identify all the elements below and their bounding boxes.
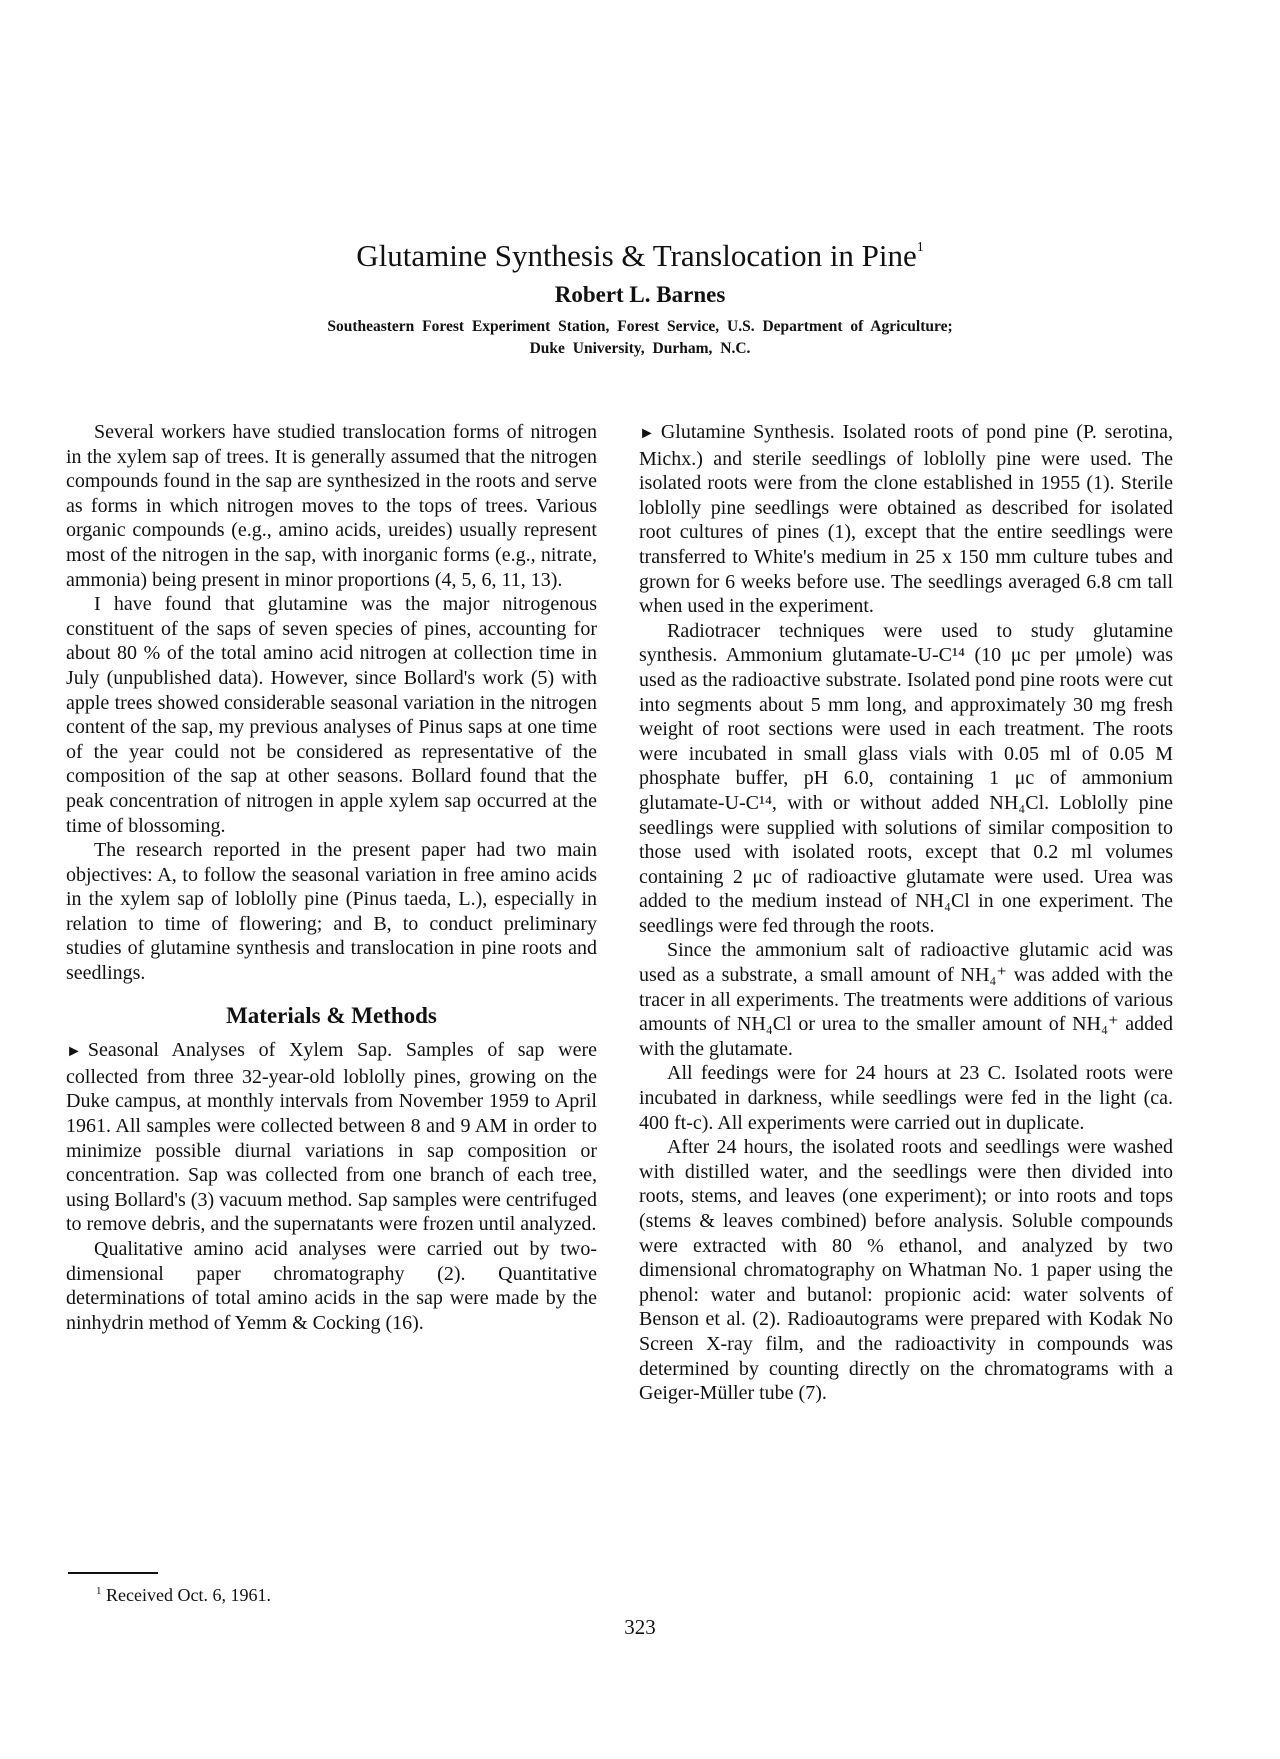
section-heading: Materials & Methods xyxy=(226,1002,437,1028)
paper-title xyxy=(0,238,1280,274)
title-footnote-mark: 1 xyxy=(916,239,924,255)
paragraph: The research reported in the present paper had two main objectives: A, to follow the seasonal variation in free amino acids in the xylem sap of loblolly pine (Pinus taeda, L.), especially in relation to time of flowering; and B, to conduct preliminary studies of glutamine synthesis and translocation in pine roots and seedlings. xyxy=(66,839,597,985)
right-pointing-triangle-icon: ► xyxy=(66,1043,82,1061)
paragraph: Since the ammonium salt of radioactive glutamic acid was used as a substrate, a small amount of NH₄⁺ was added with the tracer in all experiments. The treatments were additions of various amounts of NH₄Cl or urea to the smaller amount of NH₄⁺ added with the glutamate. xyxy=(639,939,1173,1060)
paragraph: After 24 hours, the isolated roots and seedlings were washed with distilled water, and the seedlings were then divided into roots, stems, and leaves (one experiment); or into roots and tops (stems & leaves combined) before analysis. Soluble compounds were extracted with 80 % ethanol, and analyzed by two dimensional chromatography on Whatman No. 1 paper using the phenol: water and butanol: propionic acid: water solvents of Benson et al. (2). Radioautograms were prepared with Kodak No Screen X-ray film, and the radioactivity in compounds was determined by counting directly on the chromatograms with a Geiger-Müller tube (7). xyxy=(639,1136,1173,1405)
right-pointing-triangle-icon: ► xyxy=(639,425,655,442)
paragraph-text: Seasonal Analyses of Xylem Sap. Samples of sap were collected from three 32-year-old loblolly pines, growing on the Duke campus, at monthly intervals from November 1959 to April 1961. All samples were collected between 8 and 9 AM in order to minimize possible diurnal variations in sap composition or concentration. Sap was collected from one branch of each tree, using Bollard's (3) vacuum method. Sap samples were centrifuged to remove debris, and the supernatants were frozen until analyzed. xyxy=(66,1039,597,1236)
footnote-mark: 1 xyxy=(96,1585,102,1597)
affiliation-line-2: Duke University, Durham, N.C. xyxy=(529,340,751,357)
left-column xyxy=(66,420,597,1335)
paragraph: Radiotracer techniques were used to study glutamine synthesis. Ammonium glutamate-U-C¹⁴ (10 μc per μmole) was used as the radioactive substrate. Isolated pond pine roots were cut into segments about 5 mm long, and approximately 30 mg fresh weight of root sections were used in each treatment. The roots were incubated in small glass vials with 0.05 ml of 0.05 M phosphate buffer, pH 6.0, containing 1 μc of ammonium glutamate-U-C¹⁴, with or without added NH₄Cl. Loblolly pine seedlings were supplied with solutions of similar composition to those used with isolated roots, except that 0.2 ml volumes containing 2 μc of radioactive glutamate were used. Urea was added to the medium instead of NH₄Cl in one experiment. The seedlings were fed through the roots. xyxy=(639,619,1173,937)
paragraph: I have found that glutamine was the major nitrogenous constituent of the saps of seven species of pines, accounting for about 80 % of the total amino acid nitrogen at collection time in July (unpublished data). However, since Bollard's work (5) with apple trees showed considerable seasonal variation in the nitrogen content of the sap, my previous analyses of Pinus saps at one time of the year could not be considered as representative of the composition of the sap at other seasons. Bollard found that the peak concentration of nitrogen in apple xylem sap occurred at the time of blossoming. xyxy=(66,593,597,837)
paragraph-text: Glutamine Synthesis. Isolated roots of pond pine (P. serotina, Michx.) and sterile seedlings of loblolly pine were used. The isolated roots were from the clone established in 1955 (1). Sterile loblolly pine seedlings were obtained as described for isolated root cultures of pines (1), except that the entire seedlings were transferred to White's medium in 25 x 150 mm culture tubes and grown for 6 weeks before use. The seedlings averaged 6.8 cm tall when used in the experiment. xyxy=(639,421,1173,618)
footnote xyxy=(96,1585,271,1606)
affiliation-line-1: Southeastern Forest Experiment Station, Forest Service, U.S. Department of Agriculture; xyxy=(327,318,953,335)
page-number: 323 xyxy=(624,1615,656,1639)
title-text: Glutamine Synthesis & Translocation in Pine xyxy=(356,238,917,273)
footnote-divider xyxy=(68,1572,158,1574)
paragraph: Qualitative amino acid analyses were carried out by two-dimensional paper chromatography (2). Quantitative determinations of total amino acids in the sap were made by the ninhydrin method of Yemm & Cocking (16). xyxy=(66,1238,597,1334)
paragraph: Several workers have studied translocation forms of nitrogen in the xylem sap of trees. It is generally assumed that the nitrogen compounds found in the sap are synthesized in the roots and serve as forms in which nitrogen moves to the tops of trees. Various organic compounds (e.g., amino acids, ureides) usually represent most of the nitrogen in the sap, with inorganic forms (e.g., nitrate, ammonia) being present in minor proportions (4, 5, 6, 11, 13). xyxy=(66,421,597,591)
paragraph: All feedings were for 24 hours at 23 C. Isolated roots were incubated in darkness, while seedlings were fed in the light (ca. 400 ft-c). All experiments were carried out in duplicate. xyxy=(639,1062,1173,1134)
paragraph xyxy=(66,1038,597,1237)
author: Robert L. Barnes xyxy=(554,282,726,307)
footnote-text: Received Oct. 6, 1961. xyxy=(106,1585,271,1605)
paragraph xyxy=(639,420,1173,619)
right-column xyxy=(639,420,1173,1406)
